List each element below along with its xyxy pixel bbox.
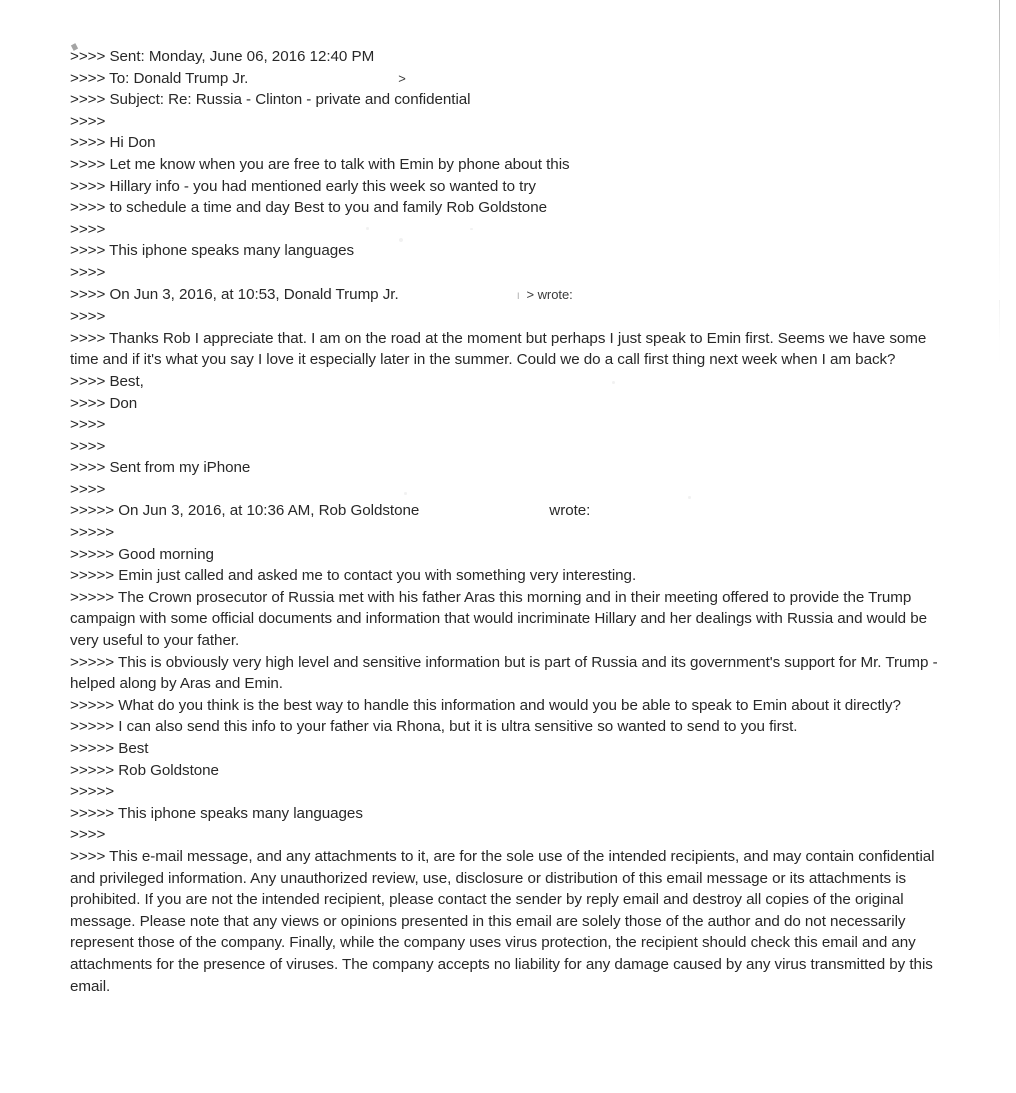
email-line-text: >>>> bbox=[70, 220, 106, 238]
email-line bbox=[70, 716, 954, 738]
email-line bbox=[70, 522, 954, 544]
email-line bbox=[70, 306, 954, 328]
email-line bbox=[70, 262, 954, 284]
email-line-text: >>>> bbox=[70, 826, 106, 844]
email-line-text: >>>> Don bbox=[70, 394, 138, 412]
email-line bbox=[70, 240, 954, 262]
email-line-text: >>>> bbox=[70, 480, 106, 498]
email-line bbox=[70, 738, 954, 760]
email-line-text: >>>>> This iphone speaks many languages bbox=[70, 804, 363, 822]
faint-scan-mark: ı bbox=[516, 287, 527, 302]
email-line bbox=[70, 457, 954, 479]
email-line-text: >>>> Subject: Re: Russia - Clinton - private and confidential bbox=[70, 91, 471, 109]
email-line-text: >>>>> What do you think is the best way to handle this information and would you be able to speak to Emin about it directly? bbox=[70, 696, 901, 714]
email-line bbox=[70, 695, 954, 717]
email-line-text: >>>> This e-mail message, and any attachments to it, are for the sole use of the intended recipients, and may contain confidential and privileged information. Any unauthorized review, use, disclosure or distribution of this email message or its attachments is prohibited. If you are not the intended recipient, please contact the sender by reply email and destroy all copies of the original message. Please note that any views or opinions presented in this email are solely those of the author and do not necessarily represent those of the company. Finally, while the company uses virus protection, the recipient should check this email and any attachments for the presence of viruses. The company accepts no liability for any damage caused by any virus transmitted by this email. bbox=[70, 847, 935, 995]
email-line bbox=[70, 781, 954, 803]
email-line-text: >>>> Sent: Monday, June 06, 2016 12:40 PM bbox=[70, 48, 375, 65]
email-line bbox=[70, 500, 954, 522]
email-line bbox=[70, 371, 954, 393]
email-line-text: >>>> bbox=[70, 437, 106, 455]
email-line bbox=[70, 652, 954, 695]
email-line bbox=[70, 414, 954, 436]
email-line-text: >>>>> Best bbox=[70, 740, 149, 757]
email-line-text: >>>> Sent from my iPhone bbox=[70, 459, 251, 477]
wrote-marker: wrote: bbox=[549, 502, 591, 520]
email-line-text: >>>> Thanks Rob I appreciate that. I am on the road at the moment but perhaps I just speak to Emin first. Seems we have some time and if it's what you say I love it especially later in the summer. Could we do a call first thing next week when I am back? bbox=[70, 329, 927, 369]
email-line bbox=[70, 587, 954, 652]
email-line-text: >>>>> bbox=[70, 524, 115, 542]
email-line bbox=[70, 544, 954, 566]
stray-caret-artifact: > bbox=[398, 70, 406, 86]
email-line bbox=[70, 176, 954, 198]
email-line-text: >>>>> On Jun 3, 2016, at 10:36 AM, Rob Goldstone bbox=[70, 502, 420, 520]
email-line-text: >>>> To: Donald Trump Jr. bbox=[70, 69, 249, 87]
email-line bbox=[70, 393, 954, 415]
email-line bbox=[70, 479, 954, 501]
email-line-text: >>>>> Emin just called and asked me to contact you with something very interesting. bbox=[70, 567, 637, 585]
email-line bbox=[70, 846, 954, 997]
scanner-streak-artifact bbox=[999, 0, 1000, 305]
email-line-text: >>>>> The Crown prosecutor of Russia met with his father Aras this morning and in their meeting offered to provide the Trump campaign with some official documents and information that would incriminate Hillary and her dealings with Russia and would be very useful to your father. bbox=[70, 588, 928, 650]
email-line bbox=[70, 803, 954, 825]
email-line-text: >>>> Let me know when you are free to talk with Emin by phone about this bbox=[70, 155, 570, 173]
wrote-marker: > wrote: bbox=[526, 286, 573, 302]
email-line-text: >>>> bbox=[70, 263, 106, 281]
email-line bbox=[70, 219, 954, 241]
email-line bbox=[70, 111, 954, 133]
email-chain-text bbox=[70, 46, 954, 997]
email-line-text: >>>> Hi Don bbox=[70, 134, 156, 152]
email-line bbox=[70, 824, 954, 846]
email-line-text: >>>> bbox=[70, 308, 106, 326]
email-line-text: >>>> Hillary info - you had mentioned early this week so wanted to try bbox=[70, 177, 536, 195]
email-line bbox=[70, 328, 954, 371]
email-line-text: >>>>> This is obviously very high level and sensitive information but is part of Russia and its government's support for Mr. Trump - helped along by Aras and Emin. bbox=[70, 653, 938, 693]
scanner-streak-artifact-2 bbox=[999, 300, 1000, 370]
email-line bbox=[70, 89, 954, 111]
email-line-text: >>>>> bbox=[70, 783, 115, 801]
email-line-text: >>>>> I can also send this info to your father via Rhona, but it is ultra sensitive so wanted to send to you first. bbox=[70, 718, 798, 736]
email-line bbox=[70, 284, 954, 307]
email-line bbox=[70, 132, 954, 154]
email-line-text: >>>>> Good morning bbox=[70, 545, 214, 563]
email-line-text: >>>> This iphone speaks many languages bbox=[70, 242, 355, 260]
email-line bbox=[70, 68, 954, 90]
email-line-text: >>>> to schedule a time and day Best to you and family Rob Goldstone bbox=[70, 199, 547, 217]
email-line-text: >>>> bbox=[70, 112, 106, 130]
email-line-text: >>>> bbox=[70, 416, 106, 434]
email-line bbox=[70, 760, 954, 782]
email-line bbox=[70, 436, 954, 458]
email-line-text: >>>> Best, bbox=[70, 372, 144, 390]
email-line bbox=[70, 46, 954, 68]
email-line bbox=[70, 197, 954, 219]
email-line bbox=[70, 154, 954, 176]
email-line-text: >>>>> Rob Goldstone bbox=[70, 761, 219, 779]
email-line-text: >>>> On Jun 3, 2016, at 10:53, Donald Trump Jr. bbox=[70, 285, 399, 303]
email-line bbox=[70, 565, 954, 587]
